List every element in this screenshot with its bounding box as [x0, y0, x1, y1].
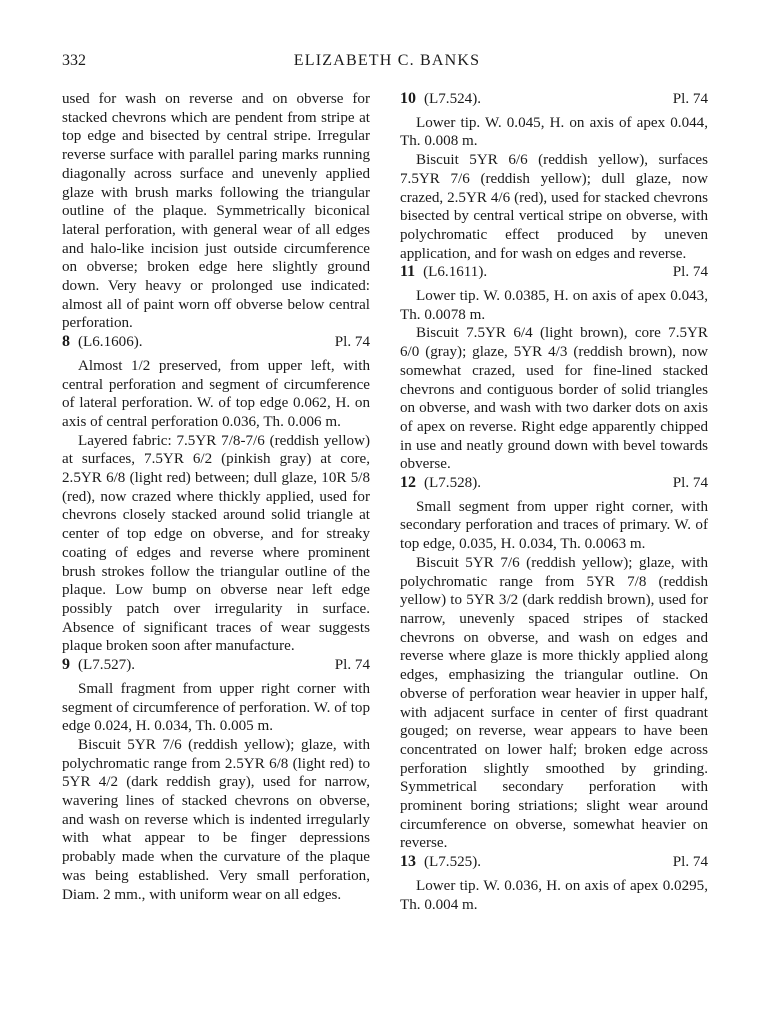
- entry-paragraph: Almost 1/2 preserved, from upper left, with central perforation and segment of circumference of lateral perforation. W. of top edge 0.062, H. on axis of central perforation 0.036, Th. 0.006 m.: [62, 357, 370, 430]
- entry-inventory-id: (L7.528).: [424, 475, 482, 492]
- entry-plate: Pl. 74: [672, 264, 708, 281]
- entry-heading: [62, 656, 370, 675]
- catalog-entry-8: [62, 333, 370, 656]
- entry-number: 13: [400, 853, 416, 871]
- entry-paragraph: Biscuit 5YR 7/6 (reddish yellow); glaze, with polychromatic range from 2.5YR 6/8 (light red) to 5YR 4/2 (dark reddish gray), used for narrow, wavering lines of stacked chevrons on obverse, and wash on reverse which is indented irregularly with what appear to be finger depressions probably made when the curvature of the plaque was being established. Very small perforation, Diam. 2 mm., with uniform wear on all edges.: [62, 736, 370, 903]
- catalog-entry-11: [400, 263, 708, 474]
- entry-paragraph: Lower tip. W. 0.0385, H. on axis of apex 0.043, Th. 0.0078 m.: [400, 288, 708, 323]
- entry-inventory-id: (L6.1606).: [78, 334, 143, 351]
- entry-inventory-id: (L7.527).: [78, 657, 136, 674]
- left-column: [62, 90, 370, 904]
- entry-heading: [400, 474, 708, 493]
- entry-number: 12: [400, 474, 416, 492]
- entry-plate: Pl. 74: [672, 475, 708, 492]
- entry-plate: Pl. 74: [672, 854, 708, 871]
- running-head: ELIZABETH C. BANKS: [293, 52, 481, 69]
- catalog-entry-10: [400, 90, 708, 263]
- entry-paragraph: Biscuit 7.5YR 6/4 (light brown), core 7.5YR 6/0 (gray); glaze, 5YR 4/3 (reddish brown), now somewhat crazed, used for fine-lined stacked chevrons and contiguous border of solid triangles on obverse, and wash with two darker dots on axis of apex on reverse. Right edge apparently chipped in use and neatly ground down with bevel towards obverse.: [400, 325, 708, 473]
- entry-number: 8: [62, 333, 70, 351]
- catalog-entry-13: [400, 853, 708, 914]
- entry-number: 11: [400, 263, 416, 281]
- page-number: 332: [62, 52, 86, 69]
- entry-plate: Pl. 74: [672, 91, 708, 107]
- entry-paragraph: Small segment from upper right corner, with secondary perforation and traces of primary. W. of top edge, 0.035, H. 0.034, Th. 0.0063 m.: [400, 498, 708, 553]
- entry-heading: [62, 333, 370, 352]
- entry-heading: [400, 853, 708, 872]
- entry-paragraph: Biscuit 5YR 6/6 (reddish yellow), surfaces 7.5YR 7/6 (reddish yellow); dull glaze, now crazed, 2.5YR 4/6 (red), used for stacked chevrons bisected by central vertical stripe on obverse, with polychromatic effect produced by uneven application, and for wash on edges and reverse.: [400, 152, 708, 262]
- entry-plate: Pl. 74: [334, 334, 370, 351]
- entry-plate: Pl. 74: [334, 657, 370, 674]
- right-column: [400, 90, 708, 914]
- entry-number: 10: [400, 90, 416, 107]
- entry-inventory-id: (L7.525).: [424, 854, 482, 871]
- entry-paragraph: Small fragment from upper right corner with segment of circumference of perforation. W. of top edge 0.024, H. 0.034, Th. 0.005 m.: [62, 680, 370, 735]
- entry-paragraph: Biscuit 5YR 7/6 (reddish yellow); glaze, with polychromatic range from 5YR 7/8 (reddish yellow) to 5YR 3/2 (dark reddish brown), used for narrow, unevenly spaced stripes of stacked chevrons on obverse, and wash on edges and reverse where glaze is more thickly applied along edges, emphasizing the triangular outline. On obverse of perforation wear heavier in upper half, with adjacent surface in center of first quadrant gouged; on reverse, wear appears to have been concentrated on lower half; broken edge across perforation slightly smoothed by grinding. Symmetrical secondary perforation with prominent boring striations; slight wear around circumference on obverse, somewhat heavier on reverse.: [400, 554, 708, 852]
- page-header: [62, 52, 712, 74]
- entry-paragraph: Layered fabric: 7.5YR 7/8-7/6 (reddish yellow) at surfaces, 7.5YR 6/2 (pinkish gray) at core, 2.5YR 6/8 (light red) between; dull glaze, 10R 5/8 (red), now crazed where thickly applied, used for chevrons closely stacked around solid triangle at center of top edge on obverse, and for streaky coating of edges and reverse where prominent brush strokes follow the triangular outline of the plaque. Low bump on obverse near left edge possibly patch over irregularity in surface. Absence of significant traces of wear suggests plaque broken soon after manufacture.: [62, 432, 370, 655]
- catalog-entry-9: [62, 656, 370, 904]
- entry-inventory-id: (L7.524).: [424, 91, 482, 107]
- entry-inventory-id: (L6.1611).: [423, 264, 488, 281]
- entry-heading: [400, 90, 708, 109]
- catalog-entry-12: [400, 474, 708, 853]
- entry-paragraph: Lower tip. W. 0.045, H. on axis of apex 0.044, Th. 0.008 m.: [400, 114, 708, 150]
- entry-number: 9: [62, 656, 70, 674]
- entry-heading: [400, 263, 708, 282]
- continuation-paragraph: used for wash on reverse and on obverse for stacked chevrons which are pendent from stripe at top edge and bisected by central stripe. Irregular reverse surface with parallel paring marks running diagonally across surface and unevenly applied glaze with brush marks following the triangular outline of the plaque. Symmetrically biconical lateral perforation, with general wear of all edges and halo-like incision just outside circumference on obverse; broken edge here slightly ground down. Very heavy or prolonged use indicated: almost all of paint worn off obverse below central perforation.: [62, 91, 370, 332]
- entry-paragraph: Lower tip. W. 0.036, H. on axis of apex 0.0295, Th. 0.004 m.: [400, 877, 708, 913]
